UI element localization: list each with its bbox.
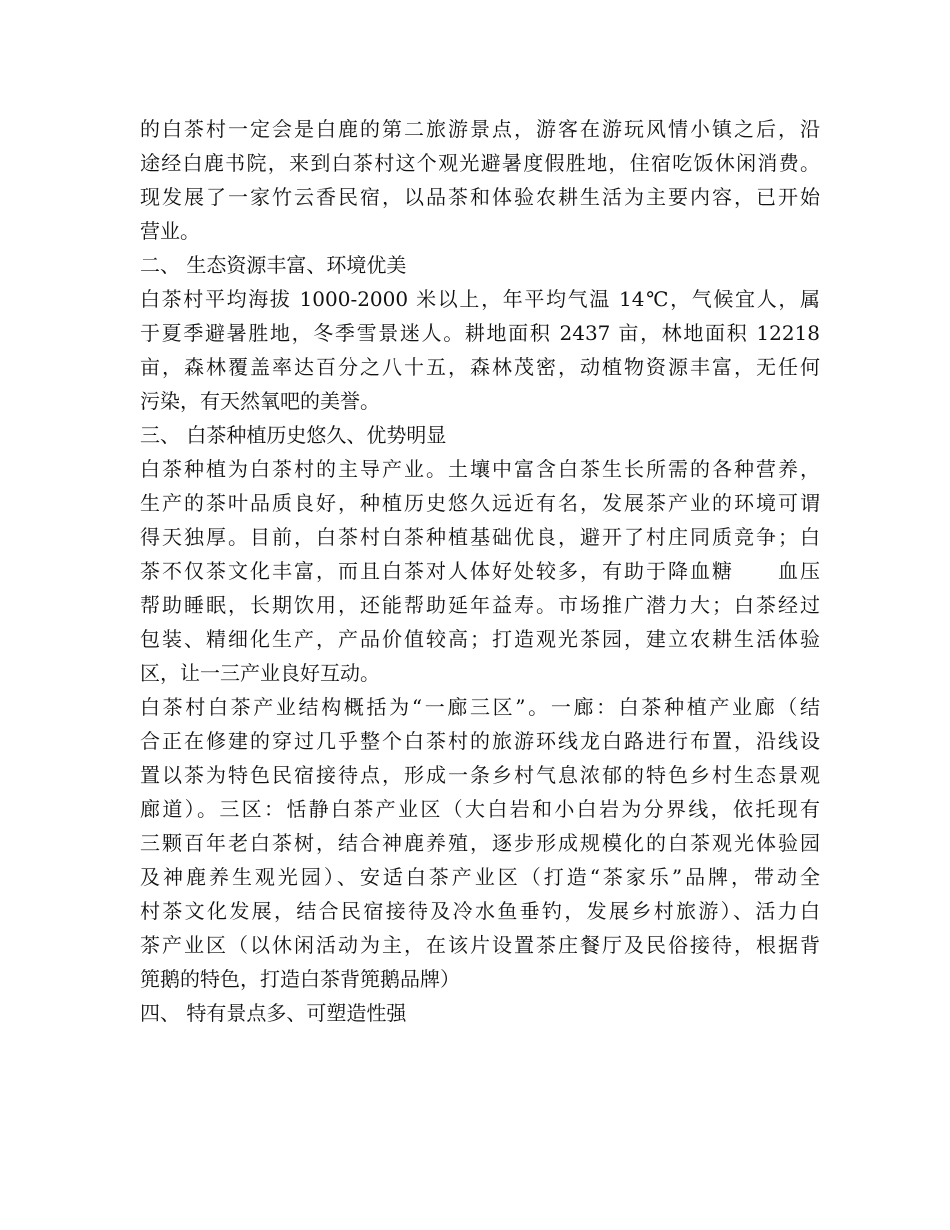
paragraph-line: 生产的茶叶品质良好，种植历史悠久远近有名，发展茶产业的环境可谓 xyxy=(140,491,820,515)
paragraph-line: 白茶村平均海拔 1000-2000 米以上，年平均气温 14℃，气候宜人，属 xyxy=(140,287,820,311)
paragraph-line: 白茶种植为白茶村的主导产业。土壤中富含白茶生长所需的各种营养， xyxy=(140,457,820,481)
paragraph-line: 亩，森林覆盖率达百分之八十五，森林茂密，动植物资源丰富，无任何 xyxy=(140,355,820,379)
paragraph-line: 茶产业区（以休闲活动为主，在该片设置茶庄餐厅及民俗接待，根据背 xyxy=(140,933,820,957)
paragraph-line: 三颗百年老白茶树，结合神鹿养殖，逐步形成规模化的白茶观光体验园 xyxy=(140,831,820,855)
paragraph-line: 区，让一三产业良好互动。 xyxy=(140,661,380,685)
paragraph-line: 村茶文化发展，结合民宿接待及冷水鱼垂钓，发展乡村旅游）、活力白 xyxy=(140,899,820,923)
document-body xyxy=(140,112,820,1030)
paragraph-line: 包装、精细化生产，产品价值较高；打造观光茶园，建立农耕生活体验 xyxy=(140,627,820,651)
paragraph-line: 茶不仅茶文化丰富，而且白茶对人体好处较多，有助于降血糖 血压 xyxy=(140,559,820,583)
paragraph-line: 于夏季避暑胜地，冬季雪景迷人。耕地面积 2437 亩，林地面积 12218 xyxy=(140,321,820,345)
paragraph-line: 途经白鹿书院，来到白茶村这个观光避暑度假胜地，住宿吃饭休闲消费。 xyxy=(140,151,820,175)
paragraph-line: 廊道）。三区：恬静白茶产业区（大白岩和小白岩为分界线，依托现有 xyxy=(140,797,820,821)
section-heading-3: 三、 白茶种植历史悠久、优势明显 xyxy=(140,423,447,447)
paragraph-line: 污染，有天然氧吧的美誉。 xyxy=(140,389,380,413)
paragraph-line: 白茶村白茶产业结构概括为“一廊三区”。一廊：白茶种植产业廊（结 xyxy=(140,695,820,719)
paragraph-line: 合正在修建的穿过几乎整个白茶村的旅游环线龙白路进行布置，沿线设 xyxy=(140,729,820,753)
paragraph-line: 帮助睡眠，长期饮用，还能帮助延年益寿。市场推广潜力大；白茶经过 xyxy=(140,593,820,617)
paragraph-line: 置以茶为特色民宿接待点，形成一条乡村气息浓郁的特色乡村生态景观 xyxy=(140,763,820,787)
paragraph-line: 及神鹿养生观光园）、安适白茶产业区（打造“茶家乐”品牌，带动全 xyxy=(140,865,820,889)
section-heading-4: 四、 特有景点多、可塑造性强 xyxy=(140,1001,407,1025)
paragraph-line: 营业。 xyxy=(140,219,200,243)
section-heading-2: 二、 生态资源丰富、环境优美 xyxy=(140,253,407,277)
paragraph-line: 得天独厚。目前，白茶村白茶种植基础优良，避开了村庄同质竞争；白 xyxy=(140,525,820,549)
paragraph-line: 篼鹅的特色，打造白茶背篼鹅品牌） xyxy=(140,967,460,991)
paragraph-line: 的白茶村一定会是白鹿的第二旅游景点，游客在游玩风情小镇之后，沿 xyxy=(140,117,820,141)
paragraph-line: 现发展了一家竹云香民宿，以品茶和体验农耕生活为主要内容，已开始 xyxy=(140,185,820,209)
